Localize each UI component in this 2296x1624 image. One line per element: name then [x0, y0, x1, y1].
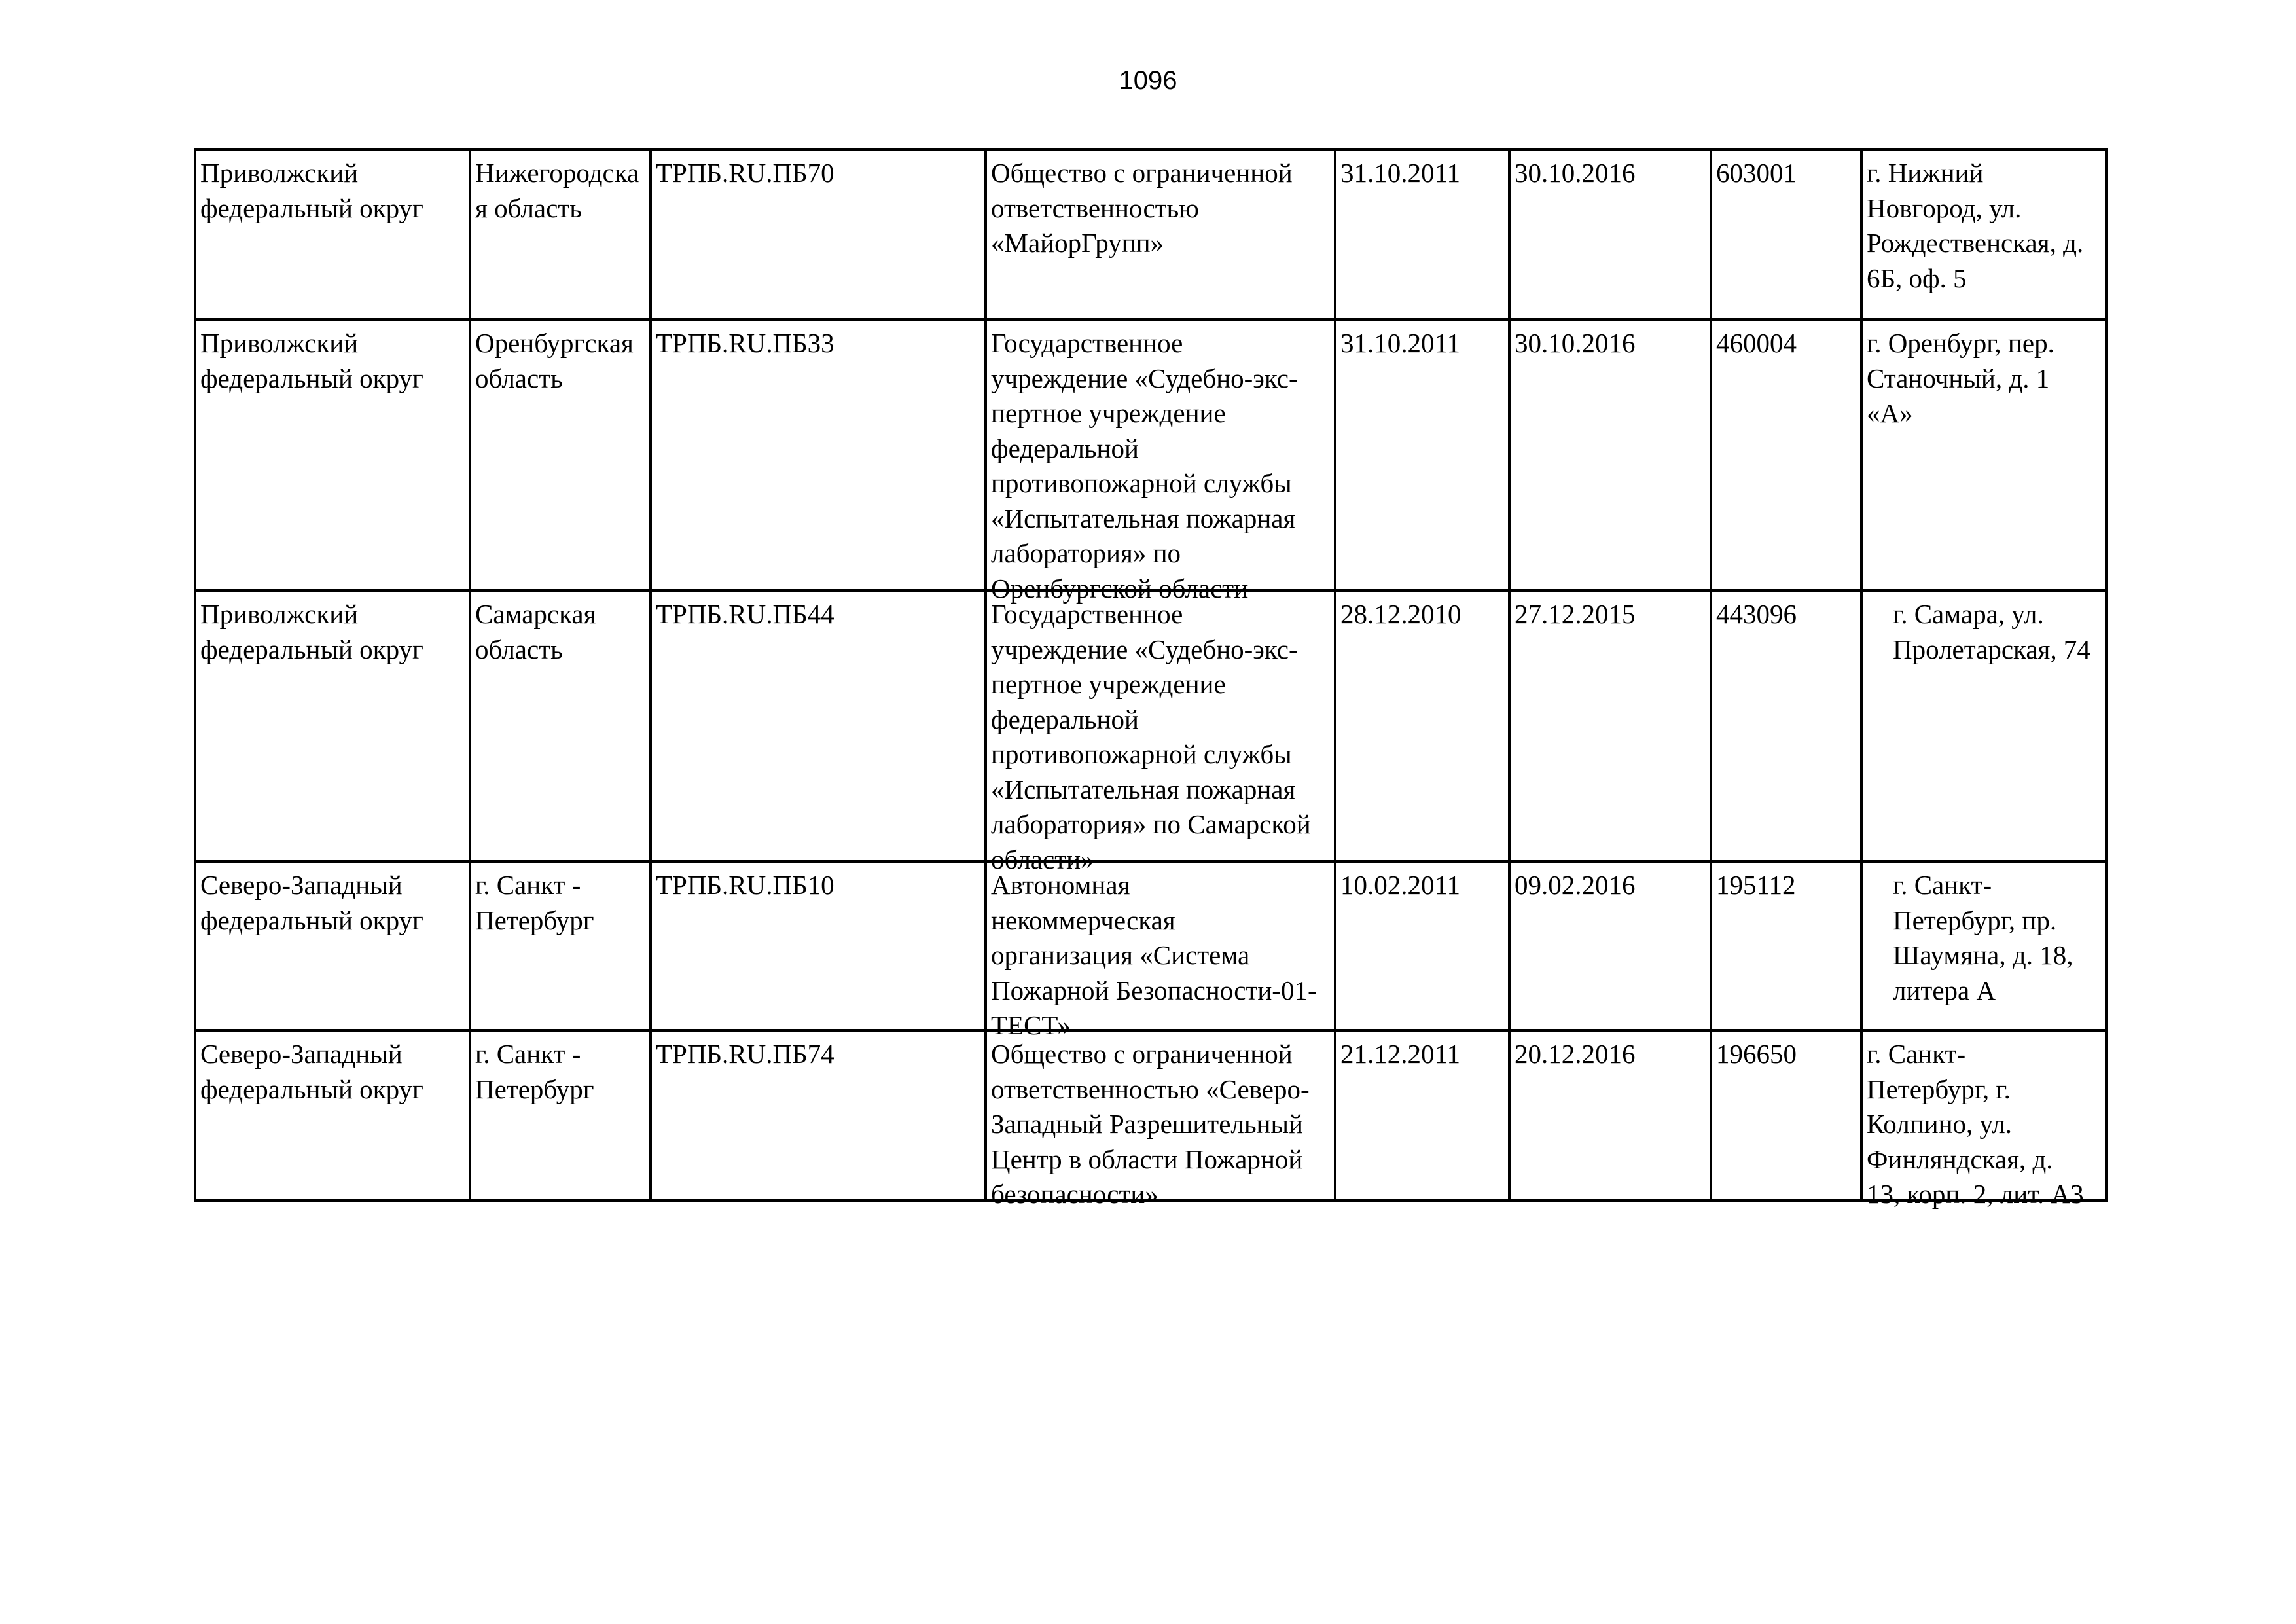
postcode-cell: 603001	[1711, 149, 1861, 319]
region-cell: Самарская область	[470, 590, 651, 861]
table-row	[195, 861, 2106, 1030]
table-row	[195, 590, 2106, 861]
postcode-cell: 196650	[1711, 1030, 1861, 1200]
organization-cell: Общество с ограниченной ответственностью «Северо- Западный Разрешительный Центр в области Пожарной безопасности»	[986, 1030, 1335, 1200]
address-cell: г. Самара, ул. Пролетарская, 74	[1861, 590, 2106, 861]
date-to-cell: 30.10.2016	[1509, 319, 1711, 590]
address-cell: г. Санкт- Петербург, г. Колпино, ул. Финляндская, д. 13, корп. 2, лит. А3	[1861, 1030, 2106, 1200]
page-number: 1096	[1119, 66, 1177, 95]
address-cell: г. Санкт- Петербург, пр. Шаумяна, д. 18, литера А	[1861, 861, 2106, 1030]
reg-number-cell: ТРПБ.RU.ПБ33	[651, 319, 986, 590]
region-cell: г. Санкт - Петербург	[470, 1030, 651, 1200]
date-to-cell: 09.02.2016	[1509, 861, 1711, 1030]
region-cell: г. Санкт - Петербург	[470, 861, 651, 1030]
date-from-cell: 21.12.2011	[1335, 1030, 1509, 1200]
date-from-cell: 28.12.2010	[1335, 590, 1509, 861]
date-from-cell: 10.02.2011	[1335, 861, 1509, 1030]
date-from-cell: 31.10.2011	[1335, 319, 1509, 590]
date-to-cell: 20.12.2016	[1509, 1030, 1711, 1200]
reg-number-cell: ТРПБ.RU.ПБ10	[651, 861, 986, 1030]
registry-table	[194, 148, 2108, 1209]
date-to-cell: 30.10.2016	[1509, 149, 1711, 319]
district-cell: Приволжский федеральный округ	[195, 149, 470, 319]
postcode-cell: 460004	[1711, 319, 1861, 590]
postcode-cell: 195112	[1711, 861, 1861, 1030]
reg-number-cell: ТРПБ.RU.ПБ44	[651, 590, 986, 861]
table-row	[195, 149, 2106, 319]
postcode-cell: 443096	[1711, 590, 1861, 861]
address-cell: г. Оренбург, пер. Станочный, д. 1 «А»	[1861, 319, 2106, 590]
table-row	[195, 319, 2106, 590]
district-cell: Приволжский федеральный округ	[195, 590, 470, 861]
district-cell: Приволжский федеральный округ	[195, 319, 470, 590]
organization-cell: Общество с ограниченной ответственностью «МайорГрупп»	[986, 149, 1335, 319]
reg-number-cell: ТРПБ.RU.ПБ70	[651, 149, 986, 319]
table-row	[195, 1030, 2106, 1200]
organization-cell: Государственное учреждение «Судебно-экс- пертное учреждение федеральной противопожарной службы «Испытательная пожарная лаборатория» по Самарской области»	[986, 590, 1335, 861]
date-from-cell: 31.10.2011	[1335, 149, 1509, 319]
organization-cell: Государственное учреждение «Судебно-экс- пертное учреждение федеральной противопожарной службы «Испытательная пожарная лаборатория» по Оренбургской области	[986, 319, 1335, 590]
organization-cell: Автономная некоммерческая организация «Система Пожарной Безопасности-01- ТЕСТ»	[986, 861, 1335, 1030]
district-cell: Северо-Западный федеральный округ	[195, 1030, 470, 1200]
region-cell: Нижегородска я область	[470, 149, 651, 319]
reg-number-cell: ТРПБ.RU.ПБ74	[651, 1030, 986, 1200]
district-cell: Северо-Западный федеральный округ	[195, 861, 470, 1030]
date-to-cell: 27.12.2015	[1509, 590, 1711, 861]
region-cell: Оренбургская область	[470, 319, 651, 590]
address-cell: г. Нижний Новгород, ул. Рождественская, д. 6Б, оф. 5	[1861, 149, 2106, 319]
